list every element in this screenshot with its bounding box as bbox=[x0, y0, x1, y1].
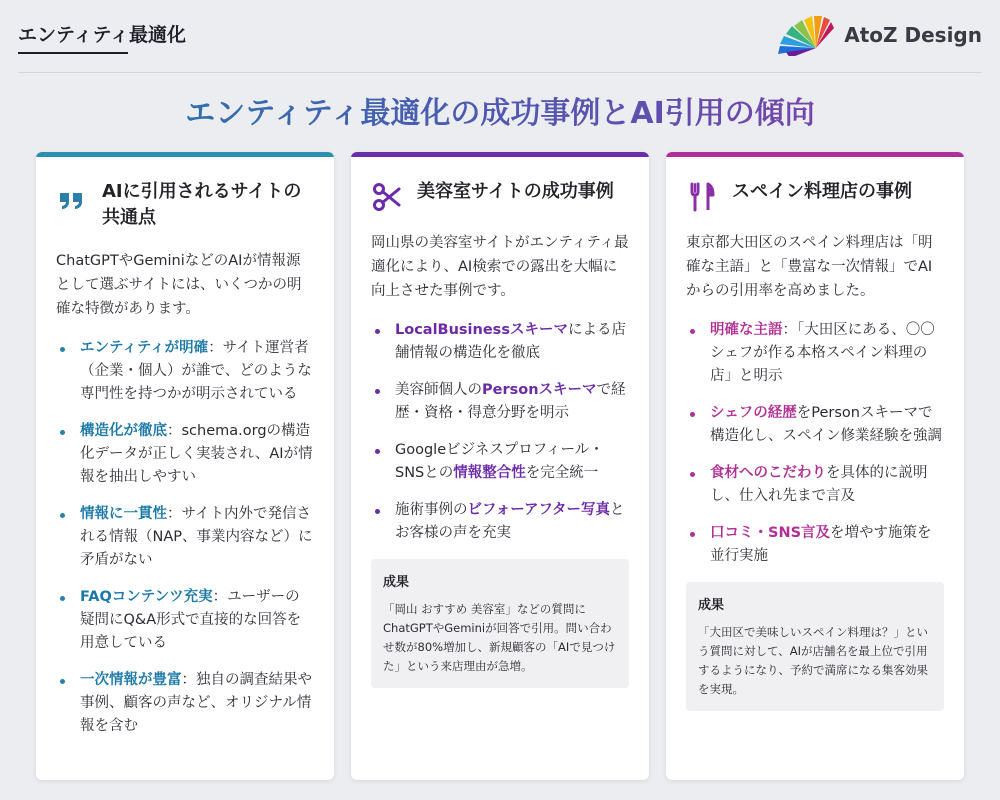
list-item: Googleビジネスプロフィール・SNSとの情報整合性を完全統一 bbox=[371, 439, 629, 485]
result-box bbox=[371, 559, 629, 688]
feature-list bbox=[686, 319, 944, 568]
brand-logo bbox=[776, 14, 982, 56]
list-item: エンティティが明確：サイト運営者（企業・個人）が誰で、どのような専門性を持つかが明示されている bbox=[56, 337, 314, 406]
card-title: 美容室サイトの成功事例 bbox=[417, 181, 614, 202]
section-label-underline bbox=[18, 52, 128, 54]
result-body: 「大田区で美味しいスペイン料理は？」という質問に対して、AIが店舗名を最上位で引用するようになり、予約で満席になる集客効果を実現。 bbox=[698, 625, 928, 696]
scissors-icon bbox=[371, 181, 403, 213]
card-intro: ChatGPTやGeminiなどのAIが情報源として選ぶサイトには、いくつかの明確な特徴があります。 bbox=[56, 253, 302, 317]
feature-list bbox=[56, 337, 314, 738]
card-intro: 東京都大田区のスペイン料理店は「明確な主語」と「豊富な一次情報」でAIからの引用率を高めました。 bbox=[686, 235, 933, 299]
list-item: 情報に一貫性：サイト内外で発信される情報（NAP、事業内容など）に矛盾がない bbox=[56, 503, 314, 572]
card-title: スペイン料理店の事例 bbox=[732, 181, 912, 202]
card-ai-citation-traits bbox=[36, 152, 334, 780]
list-item: 一次情報が豊富：独自の調査結果や事例、顧客の声など、オリジナル情報を含む bbox=[56, 669, 314, 738]
result-body: 「岡山 おすすめ 美容室」などの質問にChatGPTやGeminiが回答で引用。問い合わせ数が80%増加し、新規顧客の「AIで見つけた」という来店理由が急増。 bbox=[383, 602, 616, 673]
list-item: 施術事例のビフォーアフター写真とお客様の声を充実 bbox=[371, 499, 629, 545]
result-title: 成果 bbox=[383, 575, 410, 590]
list-item: 口コミ・SNS言及を増やす施策を並行実施 bbox=[686, 522, 944, 568]
result-box bbox=[686, 582, 944, 711]
feature-list bbox=[371, 319, 629, 545]
page-title: エンティティ最適化の成功事例とAI引用の傾向 bbox=[0, 88, 1000, 132]
result-title: 成果 bbox=[698, 598, 725, 613]
card-salon-case bbox=[351, 152, 649, 780]
logo-burst-icon bbox=[776, 14, 834, 56]
list-item: 美容師個人のPersonスキーマで経歴・資格・得意分野を明示 bbox=[371, 379, 629, 425]
quote-icon bbox=[56, 181, 88, 213]
section-label: エンティティ最適化 bbox=[18, 24, 186, 46]
utensils-icon bbox=[686, 181, 718, 213]
list-item: LocalBusinessスキーマによる店舗情報の構造化を徹底 bbox=[371, 319, 629, 365]
card-intro: 岡山県の美容室サイトがエンティティ最適化により、AI検索での露出を大幅に向上させた事例です。 bbox=[371, 235, 629, 299]
header-divider bbox=[18, 72, 982, 73]
list-item: 明確な主語：「大田区にある、〇〇シェフが作る本格スペイン料理の店」と明示 bbox=[686, 319, 944, 388]
list-item: 構造化が徹底：schema.orgの構造化データが正しく実装され、AIが情報を抽出しやすい bbox=[56, 420, 314, 489]
card-spanish-restaurant-case bbox=[666, 152, 964, 780]
list-item: 食材へのこだわりを具体的に説明し、仕入れ先まで言及 bbox=[686, 462, 944, 508]
card-title: AIに引用されるサイトの共通点 bbox=[102, 181, 302, 228]
list-item: FAQコンテンツ充実：ユーザーの疑問にQ&A形式で直接的な回答を用意している bbox=[56, 586, 314, 655]
list-item: シェフの経歴をPersonスキーマで構造化し、スペイン修業経験を強調 bbox=[686, 402, 944, 448]
logo-text: AtoZ Design bbox=[844, 23, 982, 47]
